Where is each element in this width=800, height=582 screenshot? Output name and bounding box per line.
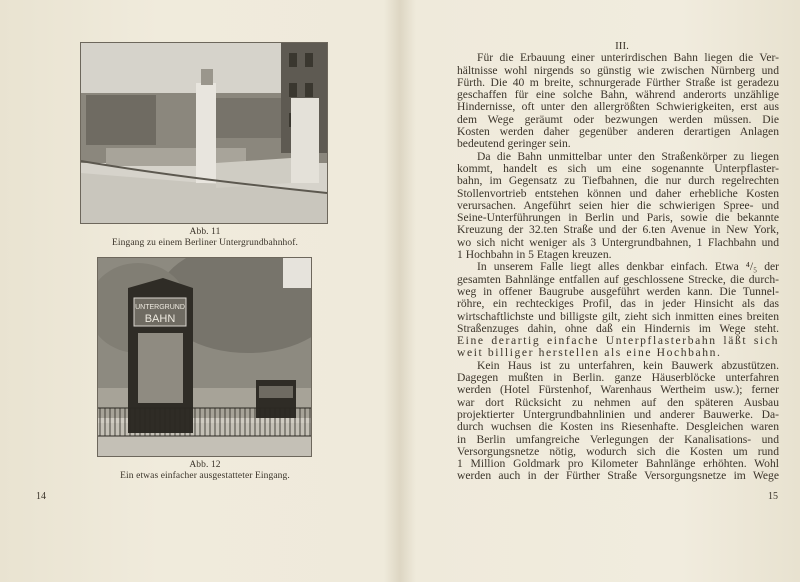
text-line: dem Wege geräumt oder bezwungen werden müssen. Die <box>457 113 779 126</box>
text-line: Hindernisse, oft unter den allergrößten Schwierigkeiten, erst aus <box>457 101 779 114</box>
body-text <box>457 52 779 482</box>
text-line: durch wuchsen die Kosten ins Riesenhafte. Desgleichen waren <box>457 421 779 434</box>
text-line: bedeutend geringer sein. <box>457 138 571 151</box>
figure-11-caption <box>60 227 350 249</box>
text-line: In unserem Falle liegt alles denkbar einfach. Etwa ⁴/₅ der <box>477 261 779 274</box>
chapter-heading: III. <box>615 40 629 52</box>
figure-11-caption-text: Eingang zu einem Berliner Untergrundbahnhof. <box>112 238 298 248</box>
text-line: gesamten Bahnlänge entfallen auf geschlossene Strecke, die durch- <box>457 273 779 286</box>
figure-11-label: Abb. 11 <box>189 227 221 237</box>
text-line: weit billiger herstellen als eine Hochbahn. <box>457 347 722 360</box>
figure-12-caption <box>60 460 350 482</box>
text-line: Kreuzung der 32.ten Straße und der 6.ten Avenue in New York, <box>457 224 779 237</box>
right-page-text <box>457 40 779 483</box>
figure-12-photo <box>97 257 312 457</box>
text-line: wo sich nicht weniger als 3 Untergrundbahnen, 1 Flachbahn und <box>457 236 779 249</box>
text-line: röhre, ein rechteckiges Profil, das in jeder Hinsicht als das <box>457 298 779 311</box>
figure-12-caption-text: Ein etwas einfacher ausgestatteter Eingang. <box>120 471 290 481</box>
text-line: Kein Haus ist zu unterfahren, kein Bauwerk abzustützen. <box>477 359 779 372</box>
text-line: war dort Rücksicht zu nehmen auf den späteren Ausbau <box>457 396 779 409</box>
figure-12-label: Abb. 12 <box>189 460 221 470</box>
text-line: weg in offener Baugrube ausgeführt werden kann. Die Tunnel- <box>457 285 779 298</box>
text-line: Dagegen mußten in Berlin. ganze Häuserblöcke unterfahren <box>457 372 779 385</box>
text-line: Fürth. Die 40 m breite, schnurgerade Fürther Straße ist geradezu <box>457 76 779 89</box>
text-line: Versorgungsnetze nötig, wodurch sich die Kosten um rund <box>457 445 779 458</box>
text-line: Stollenvortrieb entstehen können und daher erhebliche Kosten <box>457 187 779 200</box>
text-line: Für die Erbauung einer unterirdischen Bahn liegen die Ver- <box>477 52 779 65</box>
text-line: kommt, handelt es sich um eine sogenannte Unterpflaster- <box>457 162 779 175</box>
text-line: Seine-Unterführungen in Berlin und Paris, sowie die bekannte <box>457 212 779 225</box>
sign-text-line-1: UNTERGRUND <box>135 304 185 311</box>
page-number-right: 15 <box>768 491 778 502</box>
figure-11-photo <box>80 42 328 224</box>
text-line: Straßenzuges dahin, ohne daß ein Hindernis im Wege steht. <box>457 322 779 335</box>
text-line: werden auch in der Fürther Straße Versorgungsnetze im Wege <box>457 470 779 483</box>
text-line: werden (Hotel Fürstenhof, Warenhaus Wertheim usw.); ferner <box>457 384 779 397</box>
text-line: projektierter Untergrundbahnlinien und anderer Bauwerke. Da- <box>457 408 779 421</box>
text-line: 1 Hochbahn in 5 Etagen kreuzen. <box>457 249 612 262</box>
text-line: Da die Bahn unmittelbar unter den Straßenkörper zu liegen <box>477 150 779 163</box>
text-line: in Berlin umfangreiche Verlegungen der Kanalisations- und <box>457 433 779 446</box>
text-line: verursachen. Angeführt seien hier die schwierigen Spree- und <box>457 199 779 212</box>
text-line: geschaffen für eine solche Bahn, während anderorts unzählige <box>457 89 779 102</box>
text-line: 1 Million Goldmark pro Kilometer Bahnlänge erhöhten. Wohl <box>457 458 779 471</box>
text-line: Kosten werden daher gegenüber anderen derartigen Anlagen <box>457 126 779 139</box>
text-line: hältnisse wohl nirgends so günstig wie zwischen Nürnberg und <box>457 64 779 77</box>
text-line: Eine derartig einfache Unterpflasterbahn läßt sich <box>457 335 779 348</box>
sign-text-line-2: BAHN <box>144 313 176 325</box>
text-line: bahn, im Gegensatz zu Tiefbahnen, die nur durch regelrechten <box>457 175 779 188</box>
page-number-left: 14 <box>36 491 46 502</box>
text-line: wirtschaftlichste und billigste gilt, zieht sich inmitten eines breiten <box>457 310 779 323</box>
